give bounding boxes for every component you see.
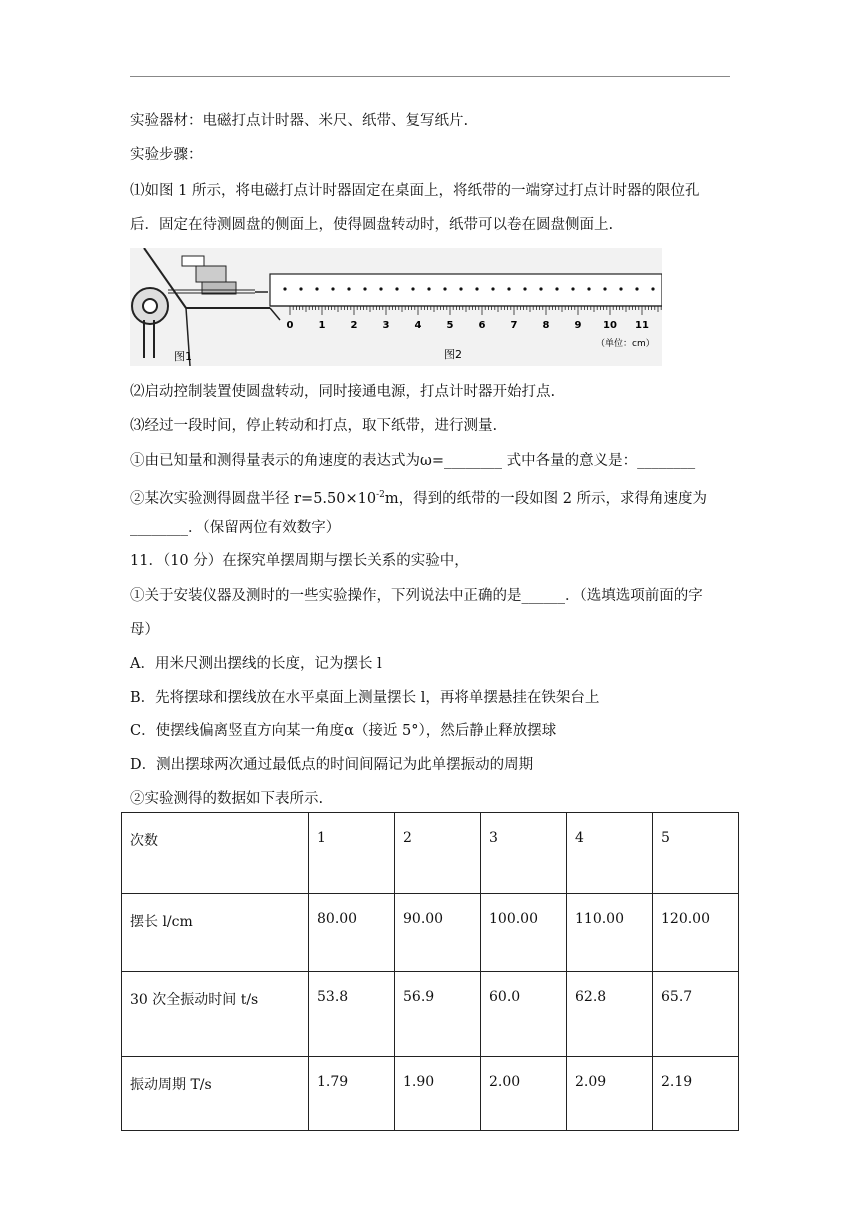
tape-dot [379, 287, 382, 290]
table-cell: 100.00 [481, 894, 567, 972]
tape-dot [427, 287, 430, 290]
tape-dot [603, 287, 606, 290]
tape-dot [347, 287, 350, 290]
question2-part1: ②某次实验测得圆盘半径 r=5.50×10 [130, 490, 377, 507]
option-b: B．先将摆球和摆线放在水平桌面上测量摆长 l，再将单摆悬挂在铁架台上 [130, 690, 600, 706]
tape-dot [571, 287, 574, 290]
problem11-q1-line2: 母） [130, 622, 159, 638]
unit-label: （单位：cm） [596, 339, 655, 349]
table-cell: 80.00 [309, 894, 395, 972]
ruler-number: 4 [414, 320, 422, 331]
step1-line1: ⑴如图 1 所示，将电磁打点计时器固定在桌面上，将纸带的一端穿过打点计时器的限位孔 [130, 183, 700, 199]
figure-svg [130, 248, 662, 366]
question2-part2: m，得到的纸带的一段如图 2 所示，求得角速度为 [384, 490, 708, 507]
ruler-number: 2 [350, 320, 358, 331]
table-cell: 次数 [122, 813, 309, 894]
ruler-number: 0 [286, 320, 294, 331]
ruler-number: 8 [542, 320, 550, 331]
table-cell: 2 [395, 813, 481, 894]
tape-dot [443, 287, 446, 290]
header-rule [130, 76, 730, 77]
option-c: C．使摆线偏离竖直方向某一角度α（接近 5°），然后静止释放摆球 [130, 723, 557, 739]
table-cell: 110.00 [567, 894, 653, 972]
problem11-q2-line: ②实验测得的数据如下表所示. [130, 791, 324, 807]
step2-line: ⑵启动控制装置使圆盘转动，同时接通电源，打点计时器开始打点. [130, 384, 556, 400]
ruler-number: 11 [635, 320, 649, 331]
tape-dot [363, 287, 366, 290]
tape-dot [459, 287, 462, 290]
table-cell: 4 [567, 813, 653, 894]
tape-dot [619, 287, 622, 290]
tape-dot [315, 287, 318, 290]
fig2-label: 图2 [444, 348, 462, 361]
tape-dot [507, 287, 510, 290]
question2-line [130, 485, 707, 509]
ruler-number: 7 [510, 320, 518, 331]
fig1-label: 图1 [174, 350, 192, 363]
table-cell: 30 次全振动时间 t/s [122, 972, 309, 1057]
tape-dot [283, 287, 286, 290]
table-cell: 90.00 [395, 894, 481, 972]
ruler-number: 5 [446, 320, 454, 331]
tape-dot [651, 287, 654, 290]
table-row [122, 972, 739, 1057]
tape-dot [331, 287, 334, 290]
ruler-number: 1 [318, 320, 326, 331]
ruler-number: 3 [382, 320, 390, 331]
experiment-figure [130, 248, 662, 366]
option-a: A．用米尺测出摆线的长度，记为摆长 l [130, 656, 382, 672]
tape-dot [299, 287, 302, 290]
tape-dot [411, 287, 414, 290]
table-cell: 1.90 [395, 1057, 481, 1131]
step3-line: ⑶经过一段时间，停止转动和打点，取下纸带，进行测量. [130, 418, 498, 434]
table-cell: 62.8 [567, 972, 653, 1057]
question2-answer-line: ________．（保留两位有效数字） [130, 520, 341, 536]
exponent: -2 [376, 490, 385, 500]
tape-dot [539, 287, 542, 290]
table-cell: 3 [481, 813, 567, 894]
problem11-title: 11．（10 分）在探究单摆周期与摆长关系的实验中， [130, 553, 469, 569]
tape-dot [475, 287, 478, 290]
table-cell: 2.00 [481, 1057, 567, 1131]
table-cell: 振动周期 T/s [122, 1057, 309, 1131]
table-cell: 摆长 l/cm [122, 894, 309, 972]
steps-heading: 实验步骤： [130, 147, 203, 163]
tape-dot [491, 287, 494, 290]
step1-line2: 后．固定在待测圆盘的侧面上，使得圆盘转动时，纸带可以卷在圆盘侧面上. [130, 217, 614, 233]
tape-dot [587, 287, 590, 290]
ruler-number: 9 [574, 320, 582, 331]
tape-dot [523, 287, 526, 290]
option-d: D．测出摆球两次通过最低点的时间间隔记为此单摆振动的周期 [130, 757, 534, 773]
table-cell: 120.00 [653, 894, 739, 972]
ruler-number: 6 [478, 320, 486, 331]
tape-dot [555, 287, 558, 290]
tape-dot [635, 287, 638, 290]
table-cell: 65.7 [653, 972, 739, 1057]
table-cell: 1 [309, 813, 395, 894]
table-cell: 5 [653, 813, 739, 894]
equipment-line: 实验器材：电磁打点计时器、米尺、纸带、复写纸片. [130, 113, 469, 129]
problem11-q1-line1: ①关于安装仪器及测时的一些实验操作，下列说法中正确的是______．（选填选项前面的字 [130, 588, 703, 604]
table-cell: 1.79 [309, 1057, 395, 1131]
table-row [122, 813, 739, 894]
table-cell: 2.19 [653, 1057, 739, 1131]
table-cell: 60.0 [481, 972, 567, 1057]
data-table [121, 812, 739, 1131]
table-cell: 2.09 [567, 1057, 653, 1131]
question1-line: ①由已知量和测得量表示的角速度的表达式为ω=________ 式中各量的意义是：________ [130, 453, 696, 469]
table-cell: 53.8 [309, 972, 395, 1057]
tape-dot [395, 287, 398, 290]
ruler-number: 10 [603, 320, 617, 331]
table-row [122, 1057, 739, 1131]
table-cell: 56.9 [395, 972, 481, 1057]
table-row [122, 894, 739, 972]
